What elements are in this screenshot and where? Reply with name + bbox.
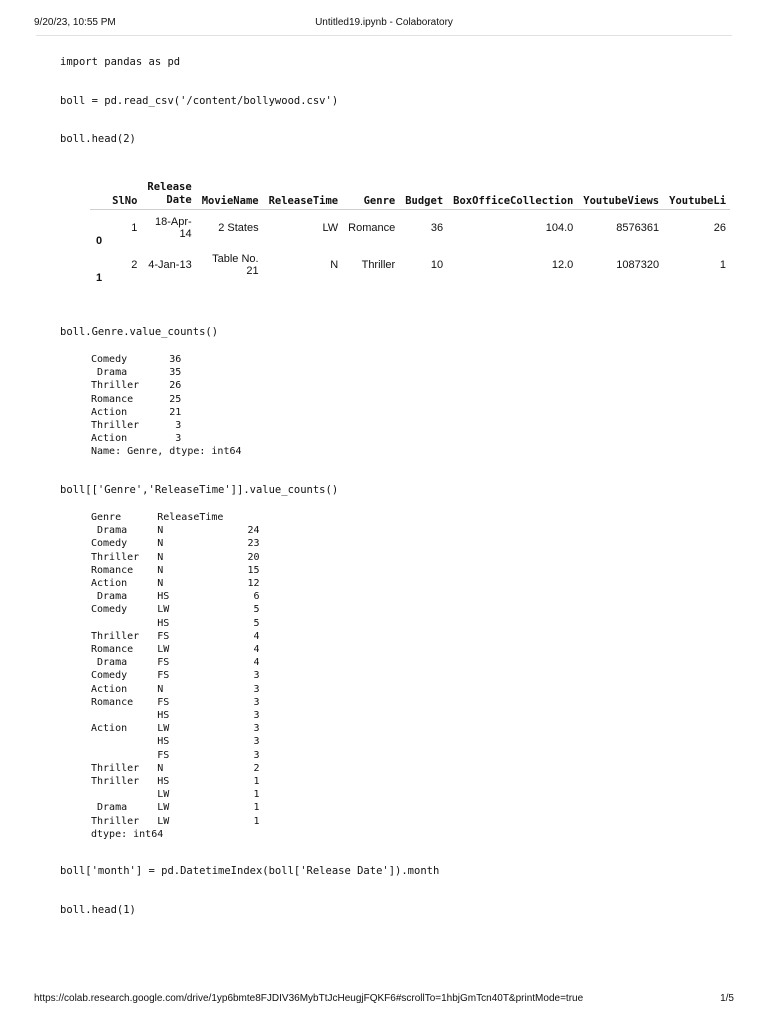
cell-releasetime: N: [330, 259, 339, 271]
column-header: Release Date: [142, 179, 196, 210]
column-header: MovieName: [197, 179, 264, 210]
cell-moviename: Table No. 21: [212, 253, 259, 277]
column-header: Budget: [400, 179, 448, 210]
dataframe-output: [90, 179, 730, 284]
cell-release-date: 18-Apr-14: [155, 216, 192, 241]
cell-moviename: 2 States: [218, 222, 259, 235]
code-cell-genre-releasetime-counts[interactable]: boll[['Genre','ReleaseTime']].value_counts(): [60, 484, 339, 496]
dataframe-header-row: [90, 179, 730, 210]
code-cell-genre-value-counts[interactable]: boll.Genre.value_counts(): [60, 326, 219, 338]
cell-slno: 2: [131, 259, 138, 271]
print-header: [34, 17, 734, 29]
cell-release-date: 4-Jan-13: [148, 259, 192, 271]
column-header: YoutubeViews: [578, 179, 664, 210]
cell-youtubeviews: 1087320: [616, 259, 660, 271]
row-index: 1: [96, 271, 103, 284]
cell-youtubelikes: 26: [713, 222, 727, 235]
cell-genre: Thriller: [361, 259, 396, 271]
cell-slno: 1: [131, 222, 138, 235]
output-genre-counts: Comedy 36 Drama 35 Thriller 26 Romance 25 Action 21 Thriller 3 Action 3 Name: Genre, dtype: int64: [91, 354, 242, 458]
dataframe-row: [90, 247, 730, 284]
cell-genre: Romance: [348, 222, 396, 235]
dataframe-row: [90, 210, 730, 247]
code-cell-import[interactable]: import pandas as pd: [60, 56, 181, 68]
column-header: Genre: [343, 179, 400, 210]
cell-boxoffice: 12.0: [551, 259, 574, 271]
column-header: ReleaseTime: [264, 179, 344, 210]
cell-releasetime: LW: [322, 222, 339, 235]
page-url: https://colab.research.google.com/drive/1yp6bmte8FJDIV36MybTtJcHeugjFQKF6#scrollTo=1hbjGmTcn40T&printMode=true: [34, 993, 584, 1004]
column-header: SlNo: [107, 179, 142, 210]
header-divider: [36, 35, 732, 36]
code-cell-head-2[interactable]: boll.head(2): [60, 133, 136, 145]
cell-boxoffice: 104.0: [545, 222, 574, 235]
cell-youtubeviews: 8576361: [616, 222, 660, 235]
page-number: 1/5: [720, 993, 734, 1004]
index-header: [90, 179, 107, 210]
print-datetime: 9/20/23, 10:55 PM: [34, 17, 116, 28]
cell-budget: 10: [430, 259, 444, 271]
code-cell-month[interactable]: boll['month'] = pd.DatetimeIndex(boll['Release Date']).month: [60, 865, 440, 877]
column-header: BoxOfficeCollection: [448, 179, 578, 210]
cell-budget: 36: [430, 222, 444, 235]
notebook-title: Untitled19.ipynb - Colaboratory: [315, 17, 453, 28]
code-cell-read-csv[interactable]: boll = pd.read_csv('/content/bollywood.csv'): [60, 95, 339, 107]
column-header: YoutubeLi: [664, 179, 730, 210]
code-cell-head-1[interactable]: boll.head(1): [60, 904, 136, 916]
row-index: 0: [96, 234, 103, 247]
output-genre-releasetime-counts: Genre ReleaseTime Drama N 24 Comedy N 23 Thriller N 20 Romance N 15 Action N 12 Drama HS 6 Comedy LW 5 HS 5 Thriller FS 4 Romance LW 4 Drama FS 4 Comedy FS 3 Action N 3 Romance FS 3 HS 3 Action LW 3 HS 3 FS 3 Thriller N 2 Thriller HS 1 LW 1 Drama LW 1 Thriller LW 1 dtype: int64: [91, 512, 260, 840]
dataframe-table: [90, 179, 730, 284]
cell-youtubelikes: 1: [719, 259, 727, 271]
